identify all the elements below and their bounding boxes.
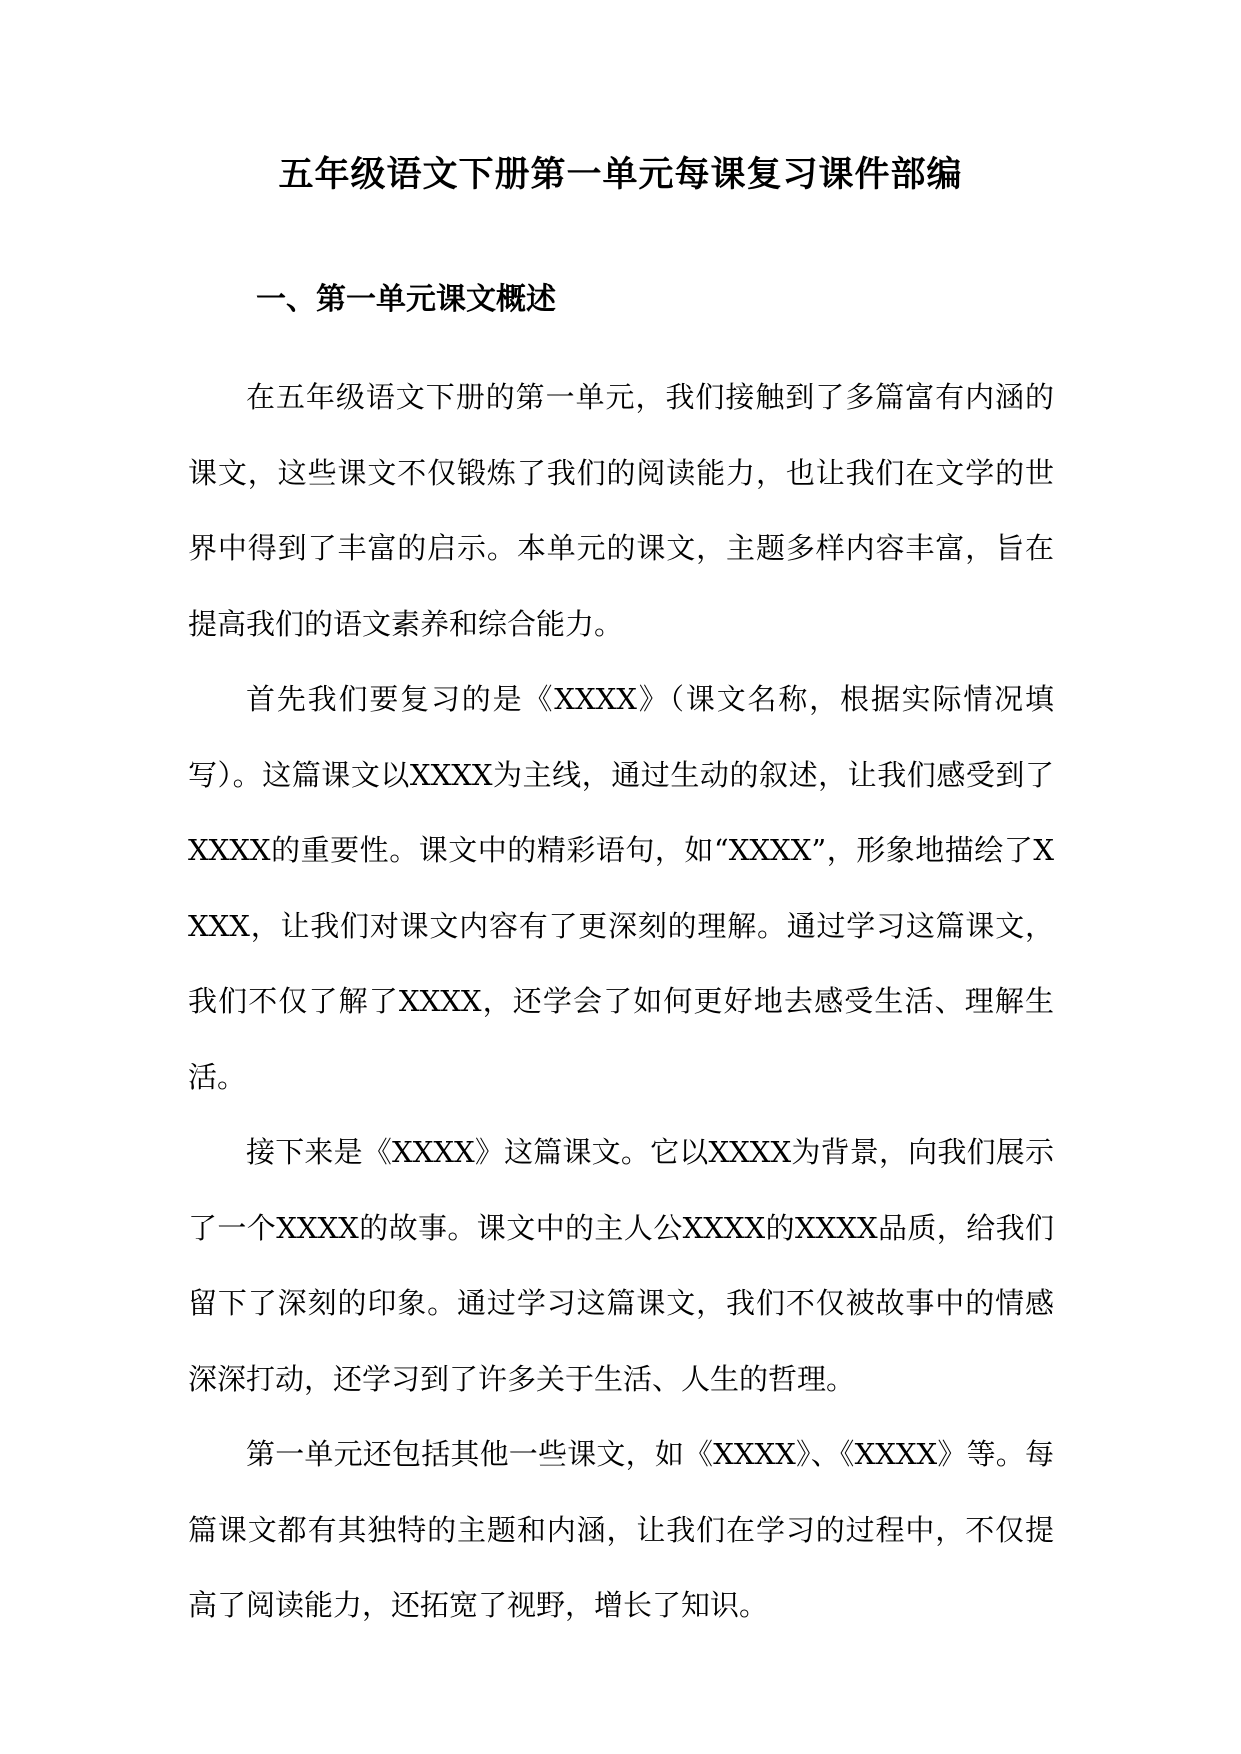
section-body <box>188 360 1054 1644</box>
section-heading: 一、第一单元课文概述 <box>256 282 556 317</box>
paragraph: 在五年级语文下册的第一单元，我们接触到了多篇富有内涵的课文，这些课文不仅锻炼了我们的阅读能力，也让我们在文学的世界中得到了丰富的启示。本单元的课文，主题多样内容丰富，旨在提高我们的语文素养和综合能力。 <box>188 380 1054 641</box>
paragraph: 首先我们要复习的是《XXXX》（课文名称，根据实际情况填写）。这篇课文以XXXX为主线，通过生动的叙述，让我们感受到了XXXX的重要性。课文中的精彩语句，如“XXXX”，形象地描绘了XXXX，让我们对课文内容有了更深刻的理解。通过学习这篇课文，我们不仅了解了XXXX，还学会了如何更好地去感受生活、理解生活。 <box>188 682 1054 1094</box>
paragraph: 第一单元还包括其他一些课文，如《XXXX》、《XXXX》等。每篇课文都有其独特的主题和内涵，让我们在学习的过程中，不仅提高了阅读能力，还拓宽了视野，增长了知识。 <box>188 1437 1054 1622</box>
paragraph: 接下来是《XXXX》这篇课文。它以XXXX为背景，向我们展示了一个XXXX的故事。课文中的主人公XXXX的XXXX品质，给我们留下了深刻的印象。通过学习这篇课文，我们不仅被故事中的情感深深打动，还学习到了许多关于生活、人生的哲理。 <box>188 1135 1054 1396</box>
document-title: 五年级语文下册第一单元每课复习课件部编 <box>278 155 963 195</box>
